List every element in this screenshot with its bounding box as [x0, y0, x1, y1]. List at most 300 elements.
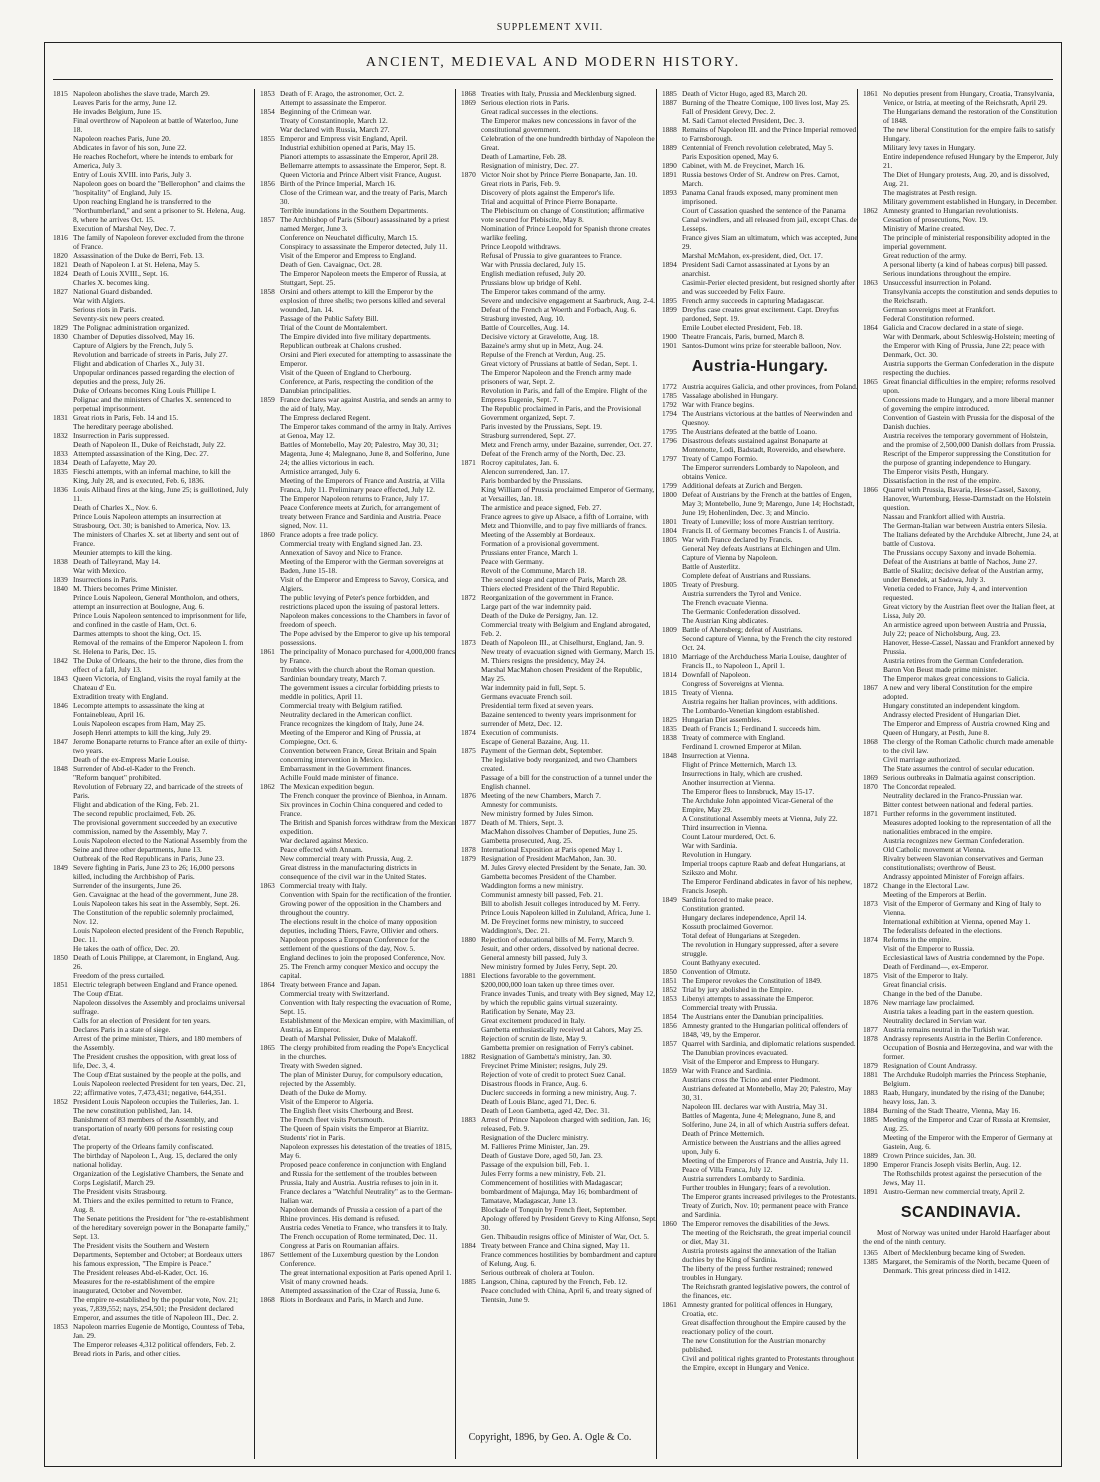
history-entry	[662, 940, 858, 958]
entry-year	[260, 422, 280, 440]
history-entry	[461, 404, 657, 422]
entry-text: The Emperor Ferdinand abdicates in favor of his nephew, Francis Joseph.	[682, 877, 853, 895]
entry-text: France agrees to give up Alsace, a fifth of Lorraine, with Metz and Thionville, and to pay five milliards of francs.	[481, 512, 649, 530]
history-entry	[863, 800, 1059, 809]
entry-year	[461, 1088, 481, 1097]
entry-year	[461, 440, 481, 449]
entry-text: Bellemarre attempts to assassinate the Emperor, Sept. 8.	[280, 161, 446, 170]
entry-year	[53, 908, 73, 926]
entry-text: Serious election riots in Paris.	[481, 98, 570, 107]
history-entry	[662, 305, 858, 323]
history-entry	[461, 296, 657, 305]
entry-year	[53, 593, 73, 611]
entry-year	[260, 1187, 280, 1205]
history-entry	[461, 467, 657, 476]
history-entry	[863, 674, 1059, 683]
entry-text: Ratification by Senate, May 23.	[481, 1007, 576, 1016]
history-entry	[863, 1070, 1059, 1088]
history-entry	[461, 197, 657, 206]
history-entry	[863, 1257, 1059, 1275]
history-entry	[863, 557, 1059, 566]
history-entry	[461, 593, 657, 602]
entry-year	[53, 179, 73, 197]
entry-text: Change in the Electoral Law.	[883, 881, 969, 890]
history-entry	[461, 1286, 657, 1304]
history-entry	[662, 625, 858, 634]
entry-year: 1854	[260, 107, 275, 116]
entry-year	[461, 431, 481, 440]
history-entry	[260, 1286, 456, 1295]
entry-year	[53, 899, 73, 908]
entry-list	[461, 89, 657, 1304]
entry-text: Revolution in Hungary.	[682, 850, 752, 859]
entry-text: Burning of the Theatre Comique, 100 lives lost, May 25.	[682, 98, 850, 107]
history-entry	[461, 836, 657, 845]
history-entry	[461, 665, 657, 683]
entry-text: Quarrel with Prussia, Bavaria, Hesse-Cassel, Saxony, Hanover, Wurtemburg, Hesse-Darmstadt on the Holstein question.	[883, 485, 1051, 512]
entry-text: International Exposition at Paris opened May 1.	[481, 845, 623, 854]
entry-text: The Pope advised by the Emperor to give up his temporal possessions.	[280, 629, 451, 647]
entry-year: 1868	[260, 1295, 275, 1304]
entry-text: Beginning of the Crimean war.	[280, 107, 372, 116]
history-entry	[260, 98, 456, 107]
entry-text: The principle of ministerial responsibility adopted in the imperial government.	[883, 233, 1050, 251]
history-entry	[461, 728, 657, 737]
entry-text: The Emperor Napoleon returns to France, July 17.	[280, 494, 429, 503]
entry-text: The Emperor takes command of the army in Italy. Arrives at Genoa, May 12.	[280, 422, 452, 440]
entry-year	[662, 589, 682, 598]
entry-text: Seventy-six new peers created.	[73, 314, 165, 323]
entry-year	[863, 512, 883, 521]
history-entry	[461, 917, 657, 935]
entry-year	[662, 859, 682, 877]
entry-text: The Germanic Confederation dissolved.	[682, 607, 801, 616]
entry-year: 1895	[662, 296, 677, 305]
entry-text: Gambetta enthusiastically received at Cahors, May 25.	[481, 1025, 643, 1034]
entry-list	[863, 1248, 1059, 1275]
entry-text: Treaties with Italy, Prussia and Mecklenburg signed.	[481, 89, 637, 98]
entry-year	[260, 773, 280, 782]
entry-year: 1869	[863, 773, 878, 782]
entry-text: Riots in Bordeaux and Paris, in March and June.	[280, 1295, 424, 1304]
entry-text: Arrest of the prime minister, Thiers, and 180 members of the Assembly.	[73, 1034, 242, 1052]
entry-text: Austria surrenders the Tyrol and Venice.	[682, 589, 802, 598]
entry-year	[863, 854, 883, 872]
entry-text: The Austrian King abdicates.	[682, 616, 769, 625]
entry-year: 1867	[863, 683, 878, 692]
entry-year	[863, 557, 883, 566]
entry-year	[461, 575, 481, 584]
entry-text: Declares Paris in a state of siege.	[73, 1025, 171, 1034]
history-entry	[461, 503, 657, 512]
history-entry	[260, 728, 456, 746]
history-entry	[662, 571, 858, 580]
entry-year	[662, 850, 682, 859]
entry-year: 1804	[662, 526, 677, 535]
entry-year	[461, 422, 481, 431]
history-entry	[863, 899, 1059, 917]
history-entry	[461, 134, 657, 152]
history-entry	[863, 656, 1059, 665]
history-entry	[53, 755, 249, 764]
history-entry	[863, 314, 1059, 323]
entry-year	[53, 629, 73, 638]
history-entry	[863, 1043, 1059, 1061]
history-entry	[260, 1115, 456, 1124]
entry-year	[461, 755, 481, 773]
entry-year	[260, 1268, 280, 1286]
entry-year	[863, 1043, 883, 1061]
entry-text: Napoleon abolishes the slave trade, March 29.	[73, 89, 210, 98]
history-entry	[53, 818, 249, 836]
history-entry	[662, 1300, 858, 1318]
entry-text: Emperor Francis Joseph visits Berlin, Aug. 12.	[883, 1160, 1022, 1169]
entry-year	[260, 1133, 280, 1142]
entry-text: Treaty with Sweden signed.	[280, 1061, 363, 1070]
entry-year	[662, 760, 682, 769]
entry-year	[662, 1183, 682, 1192]
entry-year	[53, 998, 73, 1016]
entry-year: 1875	[461, 746, 476, 755]
entry-year	[53, 1016, 73, 1025]
entry-year	[863, 962, 883, 971]
entry-year	[461, 1178, 481, 1205]
entry-year	[863, 467, 883, 476]
history-entry	[53, 1052, 249, 1070]
history-entry	[260, 1187, 456, 1205]
entry-year: 1856	[260, 179, 275, 188]
entry-year	[260, 935, 280, 953]
history-entry	[53, 836, 249, 854]
history-entry	[53, 584, 249, 593]
history-entry	[662, 562, 858, 571]
entry-text: Prince Leopold withdraws.	[481, 242, 561, 251]
entry-year	[53, 755, 73, 764]
history-entry	[461, 359, 657, 368]
entry-year	[53, 278, 73, 287]
history-entry	[461, 971, 657, 980]
history-entry	[662, 922, 858, 931]
entry-text: Conspiracy to assassinate the Emperor detected, July 11.	[280, 242, 448, 251]
entry-year	[260, 260, 280, 269]
entry-year	[461, 656, 481, 665]
entry-year: 1854	[662, 1012, 677, 1021]
entry-year: 1853	[260, 89, 275, 98]
entry-text: Total defeat of Hungarians at Szegeden.	[682, 931, 801, 940]
entry-year: 1879	[461, 854, 476, 863]
history-entry	[662, 206, 858, 233]
history-entry	[662, 463, 858, 481]
entry-text: Severe fighting in Paris, June 23 to 26; 16,000 persons killed, including the Archbishop of Paris.	[73, 863, 235, 881]
entry-text: New marriage law proclaimed.	[883, 998, 975, 1007]
entry-year	[53, 1115, 73, 1142]
entry-text: Queen Victoria, of England, visits the royal family at the Chateau d' Eu.	[73, 674, 241, 692]
entry-text: Neutrality declared in Servian war.	[883, 1016, 987, 1025]
entry-year	[461, 1034, 481, 1043]
entry-year	[53, 530, 73, 548]
entry-text: Measures adopted looking to the representation of all the nationalities embraced in the empire.	[883, 818, 1052, 836]
entry-year: 1861	[260, 647, 275, 656]
entry-text: Death of Victor Hugo, aged 83, March 20.	[682, 89, 808, 98]
history-entry	[260, 215, 456, 233]
entry-year	[461, 1133, 481, 1142]
history-entry	[662, 1282, 858, 1300]
history-entry	[260, 980, 456, 989]
history-entry	[53, 287, 249, 296]
entry-text: Casimir-Perier elected president, but resigned shortly after and was succeeded by Felix Faure.	[682, 278, 855, 296]
entry-text: General Ney defeats Austrians at Elchingen and Ulm.	[682, 544, 841, 553]
history-entry	[461, 683, 657, 692]
entry-text: Dreyfus case creates great excitement. Capt. Dreyfus pardoned, Sept. 19.	[682, 305, 839, 323]
entry-text: Prince Louis Napoleon sentenced to imprisonment for life, and confined in the castle of Ham, Oct. 6.	[73, 611, 247, 629]
entry-text: Orsini and Pieri executed for attempting to assassinate the Emperor.	[280, 350, 452, 368]
history-entry	[662, 526, 858, 535]
entry-year	[863, 584, 883, 602]
entry-year	[260, 917, 280, 935]
entry-year	[53, 1295, 73, 1322]
entry-year	[461, 710, 481, 728]
history-entry	[863, 260, 1059, 269]
history-entry	[662, 985, 858, 994]
entry-text: The government issues a circular forbidding priests to meddle in politics, April 11.	[280, 683, 440, 701]
entry-year	[662, 823, 682, 832]
entry-text: Napoleon expresses his detestation of the treaties of 1815, May 6.	[280, 1142, 452, 1160]
entry-year	[260, 1286, 280, 1295]
entry-text: The Danubian provinces evacuated.	[682, 1048, 788, 1057]
history-entry	[863, 521, 1059, 530]
entry-year	[863, 215, 883, 224]
entry-text: Outbreak of the Red Republicans in Paris, June 23.	[73, 854, 225, 863]
entry-year	[53, 341, 73, 350]
entry-text: Great financial difficulties in the empire; reforms resolved upon.	[883, 377, 1056, 395]
history-entry	[461, 107, 657, 116]
history-entry	[662, 958, 858, 967]
entry-text: Cabinet, with M. de Freycinet, March 16.	[682, 161, 805, 170]
history-entry	[662, 670, 858, 679]
history-entry	[260, 161, 456, 170]
history-entry	[53, 926, 249, 944]
entry-text: Strasburg surrendered, Sept. 27.	[481, 431, 576, 440]
entry-year: 1772	[662, 382, 677, 391]
entry-text: Fieschi attempts, with an infernal machine, to kill the King, July 28, and is executed, Feb. 6, 1836.	[73, 467, 231, 485]
history-entry	[863, 170, 1059, 188]
entry-year: 1816	[53, 233, 68, 242]
entry-text: Court of Cassation quashed the sentence of the Panama Canal swindlers, and all released from jail, except Chas. de Lesseps.	[682, 206, 857, 233]
history-entry	[260, 629, 456, 647]
entry-year	[53, 1196, 73, 1214]
history-entry	[260, 935, 456, 953]
entry-text: Austrians defeated at Montebello, May 20; Palestro, May 30, 31.	[682, 1084, 852, 1102]
history-entry	[662, 1102, 858, 1111]
history-entry	[260, 269, 456, 287]
entry-text: Disastrous defeats sustained against Bonaparte at Montenotte, Lodi, Badstadt, Rovereido, and elsewhere.	[682, 436, 846, 454]
entry-year	[53, 1025, 73, 1034]
entry-year: 1871	[863, 809, 878, 818]
entry-text: No deputies present from Hungary, Croatia, Transylvania, Venice, or Istria, at meeting of the Reichsrath, April 29.	[883, 89, 1055, 107]
entry-year	[461, 485, 481, 503]
history-entry	[260, 143, 456, 152]
entry-text: Treaty of Campo Formio.	[682, 454, 758, 463]
entry-year: 1889	[863, 1151, 878, 1160]
entry-text: Andrassy elected President of Hungarian Diet.	[883, 710, 1021, 719]
entry-year	[662, 1228, 682, 1246]
history-entry	[863, 710, 1059, 719]
history-entry	[461, 1025, 657, 1034]
entry-text: Commercial treaty with Switzerland.	[280, 989, 390, 998]
history-entry	[53, 656, 249, 674]
entry-year	[461, 296, 481, 305]
entry-year	[461, 962, 481, 971]
entry-year	[260, 368, 280, 377]
entry-text: Count Bathyany executed.	[682, 958, 761, 967]
history-entry	[662, 1201, 858, 1219]
entry-year	[260, 341, 280, 350]
entry-year: 1894	[662, 260, 677, 269]
entry-year	[53, 566, 73, 575]
entry-text: Paris invested by the Prussians, Sept. 19.	[481, 422, 602, 431]
entry-text: Death of Marshal Pelissier, Duke of Malakoff.	[280, 1034, 418, 1043]
entry-year	[461, 881, 481, 890]
entry-year	[461, 1016, 481, 1025]
history-entry	[53, 251, 249, 260]
entry-text: Discovery of plots against the Emperor's life.	[481, 188, 615, 197]
entry-text: Formation of a provisional government.	[481, 539, 600, 548]
entry-text: Death of Prince Metternich.	[682, 1129, 765, 1138]
entry-year	[662, 1201, 682, 1219]
entry-year	[863, 755, 883, 764]
entry-year	[260, 1205, 280, 1223]
history-entry	[863, 467, 1059, 476]
history-entry	[53, 1322, 249, 1340]
history-entry	[461, 89, 657, 98]
entry-year	[863, 251, 883, 260]
entry-year	[863, 845, 883, 854]
history-entry	[53, 485, 249, 503]
entry-year	[53, 197, 73, 224]
entry-text: Trial and acquittal of Prince Pierre Bonaparte.	[481, 197, 618, 206]
history-entry	[53, 386, 249, 395]
history-entry	[662, 1192, 858, 1201]
history-entry	[260, 1016, 456, 1034]
history-entry	[662, 778, 858, 787]
history-entry	[662, 598, 858, 607]
entry-year	[260, 377, 280, 395]
entry-text: Peace Conference meets at Zurich, for arrangement of treaty between France and Sardinia and Austria. Peace signed, Nov. 11.	[280, 503, 441, 530]
entry-year	[260, 1034, 280, 1043]
entry-text: Complete defeat of Austrians and Russians.	[682, 571, 811, 580]
entry-year: 1874	[863, 935, 878, 944]
entry-year	[662, 1102, 682, 1111]
history-entry	[863, 512, 1059, 521]
history-entry	[662, 1039, 858, 1048]
entry-year	[260, 611, 280, 629]
entry-text: Burning of the Stadt Theatre, Vienna, May 16.	[883, 1106, 1021, 1115]
entry-text: Death of the Duke de Morny.	[280, 1088, 367, 1097]
history-entry	[260, 764, 456, 773]
entry-year	[863, 953, 883, 962]
history-entry	[260, 1295, 456, 1304]
entry-text: Ferdinand I. crowned Emperor at Milan.	[682, 742, 802, 751]
entry-text: The armistice and peace signed, Feb. 27.	[481, 503, 602, 512]
history-entry	[260, 116, 456, 125]
history-entry	[461, 791, 657, 800]
entry-year: 1890	[863, 1160, 878, 1169]
history-entry	[53, 809, 249, 818]
history-entry	[53, 350, 249, 359]
entry-text: Amnesty granted to the Hungarian political offenders of 1848, '49, by the Emperor.	[682, 1021, 848, 1039]
entry-year	[863, 431, 883, 449]
entry-year	[662, 1138, 682, 1156]
entry-text: Armistice arranged, July 6.	[280, 467, 361, 476]
entry-text: Great riots in Paris, Feb. 14 and 15.	[73, 413, 179, 422]
entry-year	[863, 764, 883, 773]
entry-year: 1875	[863, 971, 878, 980]
history-entry	[53, 1268, 249, 1277]
history-entry	[53, 224, 249, 233]
paragraph-list	[863, 1228, 1059, 1246]
entry-year: 1876	[863, 998, 878, 1007]
entry-year	[461, 1070, 481, 1079]
entry-text: Insurrection at Vienna.	[682, 751, 750, 760]
history-entry	[53, 1106, 249, 1115]
entry-text: Vassalage abolished in Hungary.	[682, 391, 778, 400]
entry-text: France invades Tunis, and treaty with Bey signed, May 12, by which the republic gains virtual suzerainty.	[481, 989, 656, 1007]
history-entry	[662, 89, 858, 98]
entry-year	[461, 989, 481, 1007]
entry-text: Establishment of the Mexican empire, with Maximilian, of Austria, as Emperor.	[280, 1016, 454, 1034]
entry-year	[461, 305, 481, 314]
entry-year: 1815	[662, 688, 677, 697]
entry-year: 1881	[461, 971, 476, 980]
entry-year	[863, 890, 883, 899]
history-entry	[53, 413, 249, 422]
entry-year	[662, 278, 682, 296]
entry-year	[863, 413, 883, 431]
history-entry	[461, 1007, 657, 1016]
history-entry	[53, 944, 249, 953]
history-entry	[662, 427, 858, 436]
entry-year: 1873	[461, 638, 476, 647]
entry-year	[461, 359, 481, 368]
entry-text: Death of Napoleon I. at St. Helena, May 5.	[73, 260, 200, 269]
entry-year: 1864	[260, 980, 275, 989]
entry-year	[260, 593, 280, 611]
entry-year: 1863	[863, 278, 878, 287]
entry-text: Conference on Neuchatel difficulty, March 15.	[280, 233, 418, 242]
entry-text: The Emperor removes the disabilities of the Jews.	[682, 1219, 830, 1228]
entry-text: Duclerc succeeds in forming a new ministry, Aug. 7.	[481, 1088, 637, 1097]
history-entry	[662, 116, 858, 125]
entry-text: Victor Noir shot by Prince Pierre Bonaparte, Jan. 10.	[481, 170, 638, 179]
history-entry	[863, 548, 1059, 557]
entry-year	[863, 224, 883, 233]
entry-year	[260, 674, 280, 683]
history-entry	[461, 287, 657, 296]
entry-year: 1890	[662, 161, 677, 170]
history-entry	[461, 773, 657, 791]
entry-text: The Emperor flees to Innsbruck, May 15-17.	[682, 787, 815, 796]
entry-year	[53, 152, 73, 170]
entry-text: Russia bestows Order of St. Andrew on Pres. Carnot, March.	[682, 170, 840, 188]
entry-text: The federalists defeated in the elections.	[883, 926, 1003, 935]
history-entry	[260, 1223, 456, 1232]
entry-year	[461, 827, 481, 836]
entry-text: M. Thiers and the exiles permitted to return to France, Aug. 8.	[73, 1196, 234, 1214]
history-entry	[662, 1183, 858, 1192]
history-entry	[662, 490, 858, 517]
entry-text: Ecclesiastical laws of Austria condemned by the Pope.	[883, 953, 1045, 962]
entry-text: Treaty between France and China signed, May 11.	[481, 1241, 630, 1250]
